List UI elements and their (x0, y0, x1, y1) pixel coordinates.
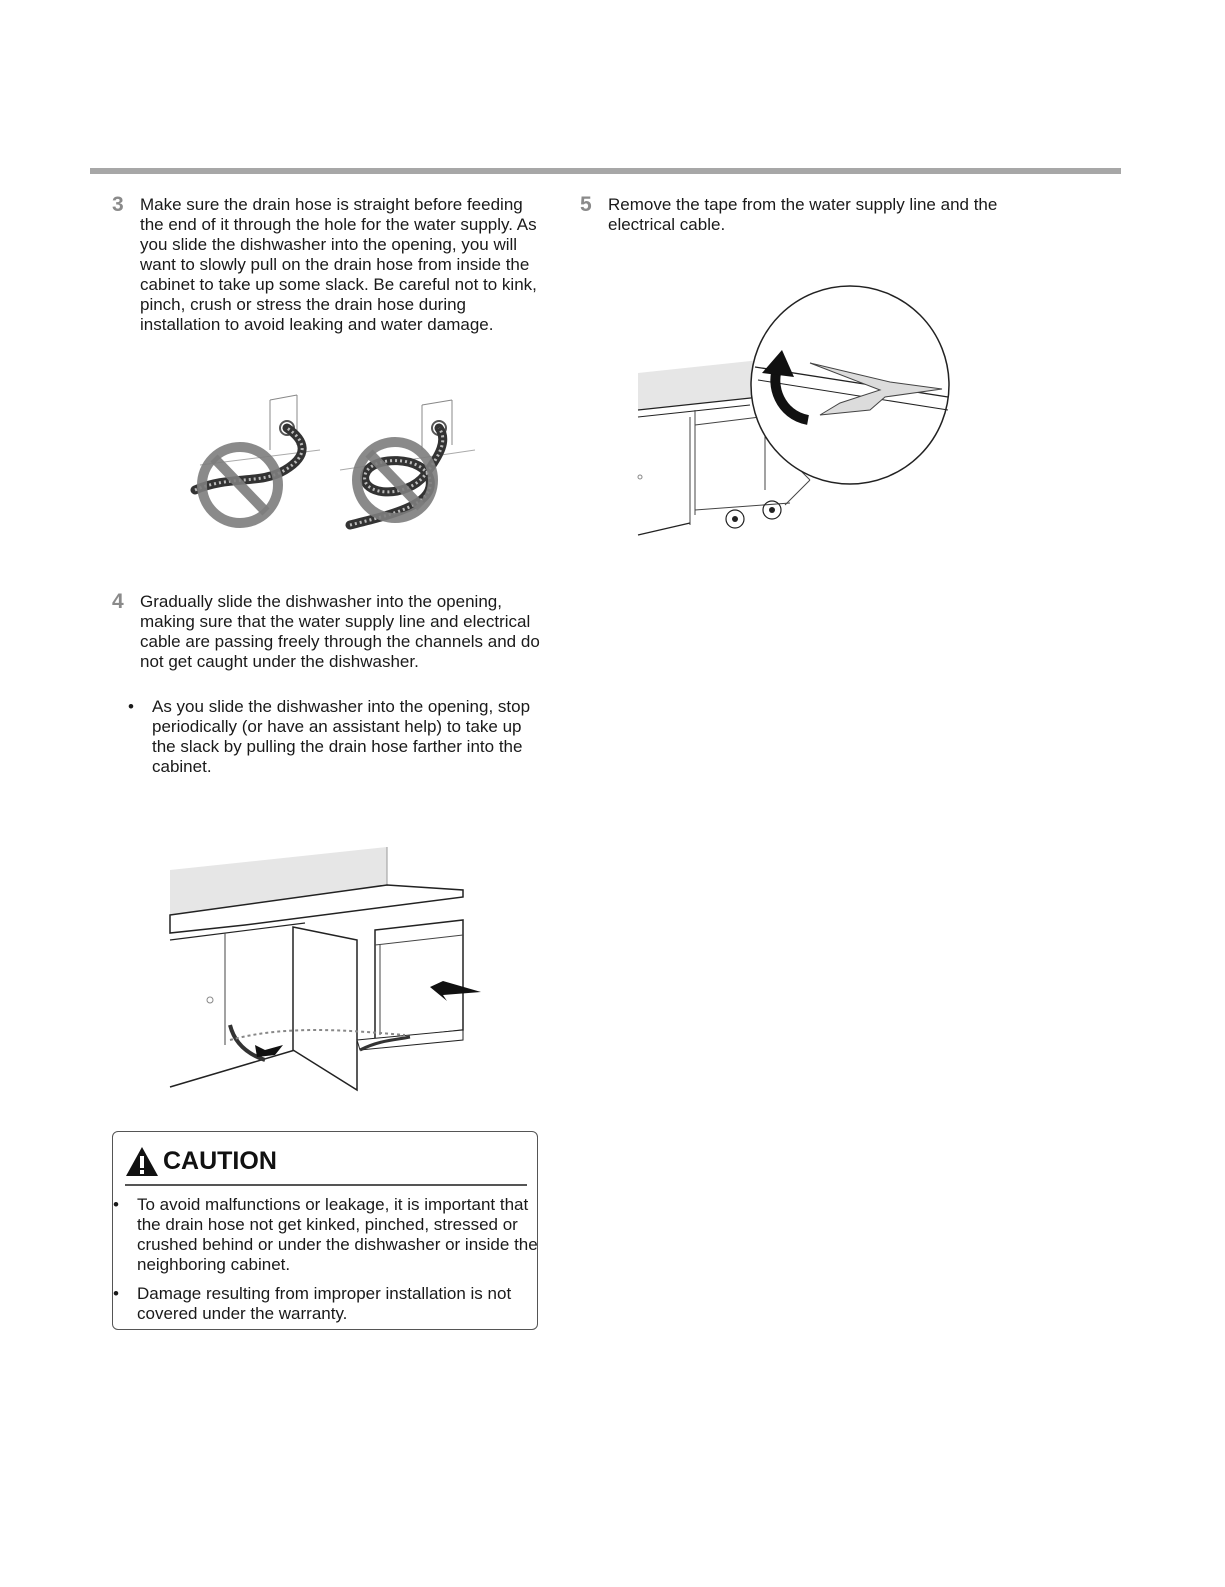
caution-title: CAUTION (163, 1147, 277, 1175)
step-number: 3 (112, 193, 124, 216)
step-text: Remove the tape from the water supply line and the electrical cable. (608, 195, 998, 234)
step-5 (580, 193, 1010, 243)
caution-item-text: To avoid malfunctions or leakage, it is important that the drain hose not get kinked, pinched, stressed or crushed behind or under the dishwasher or inside the neighboring cabinet. (137, 1195, 538, 1274)
caution-divider (125, 1184, 527, 1186)
header-rule (90, 168, 1121, 174)
step-bullet: • As you slide the dishwasher into the opening, stop periodically (or have an assistant help) to take up the slack by pulling the drain hose farther into the cabinet. (128, 697, 531, 776)
caution-item: • To avoid malfunctions or leakage, it is important that the drain hose not get kinked, pinched, stressed or crushed behind or under the dishwasher or inside the neighboring cabinet. (113, 1195, 538, 1274)
step-4 (112, 590, 552, 780)
drain-hose-illustration (190, 395, 490, 535)
step-number: 4 (112, 590, 124, 613)
caution-item-text: Damage resulting from improper installation is not covered under the warranty. (137, 1284, 512, 1323)
remove-tape-illustration (630, 285, 960, 545)
warning-triangle-icon (125, 1146, 159, 1177)
caution-box (112, 1131, 538, 1330)
caution-item: • Damage resulting from improper installation is not covered under the warranty. (113, 1284, 512, 1323)
step-number: 5 (580, 193, 592, 216)
step-3 (112, 193, 552, 363)
step-text: Make sure the drain hose is straight before feeding the end of it through the hole for the water supply. As you slide the dishwasher into the opening, you will want to slowly pull on the drain hose from inside the cabinet to take up some slack. Be careful not to kink, pinch, crush or stress the drain hose during installation to avoid leaking and water damage. (140, 195, 537, 334)
step-text: Gradually slide the dishwasher into the opening, making sure that the water supply line and electrical cable are passing freely through the channels and do not get caught under the dishwasher. (140, 592, 540, 671)
bullet-text: As you slide the dishwasher into the opening, stop periodically (or have an assistant help) to take up the slack by pulling the drain hose farther into the cabinet. (152, 697, 531, 776)
dishwasher-install-illustration (165, 845, 475, 1095)
